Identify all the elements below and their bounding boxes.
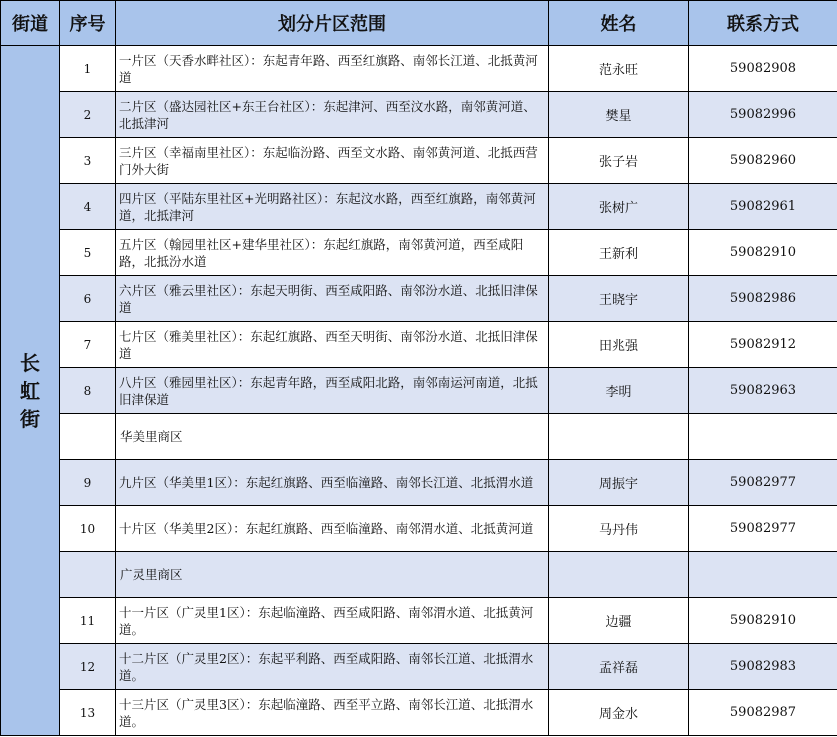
seq-cell: 3 [60, 138, 116, 184]
seq-cell: 9 [60, 460, 116, 506]
name-cell: 周振宇 [549, 460, 689, 506]
scope-cell: 广灵里商区 [116, 552, 549, 598]
phone-cell: 59082983 [689, 644, 837, 690]
scope-cell: 十二片区（广灵里2区）：东起平利路、西至咸阳路、南邻长江道、北抵渭水道。 [116, 644, 549, 690]
phone-cell: 59082910 [689, 598, 837, 644]
scope-cell: 二片区（盛达园社区+东王台社区）：东起津河、西至汶水路，南邻黄河道、北抵津河 [116, 92, 549, 138]
scope-cell: 华美里商区 [116, 414, 549, 460]
seq-cell: 4 [60, 184, 116, 230]
name-cell: 张树广 [549, 184, 689, 230]
name-cell: 李明 [549, 368, 689, 414]
seq-cell: 2 [60, 92, 116, 138]
name-cell: 张子岩 [549, 138, 689, 184]
seq-cell: 5 [60, 230, 116, 276]
scope-cell: 七片区（雅美里社区）：东起红旗路、西至天明街、南邻汾水道、北抵旧津保道 [116, 322, 549, 368]
table-row [1, 598, 837, 644]
table-row [1, 368, 837, 414]
street-name-char: 街 [20, 406, 40, 431]
scope-cell: 九片区（华美里1区）：东起红旗路、西至临潼路、南邻长江道、北抵渭水道 [116, 460, 549, 506]
phone-cell: 59082963 [689, 368, 837, 414]
name-cell: 边疆 [549, 598, 689, 644]
table-row [1, 276, 837, 322]
phone-cell: 59082996 [689, 92, 837, 138]
seq-cell [60, 414, 116, 460]
phone-cell [689, 552, 837, 598]
header-seq: 序号 [60, 1, 116, 46]
table-row [1, 414, 837, 460]
table-row [1, 230, 837, 276]
name-cell: 孟祥磊 [549, 644, 689, 690]
seq-cell: 1 [60, 46, 116, 92]
header-street: 街道 [1, 1, 60, 46]
name-cell: 王新利 [549, 230, 689, 276]
table-row [1, 552, 837, 598]
name-cell [549, 414, 689, 460]
table-row [1, 506, 837, 552]
seq-cell: 13 [60, 690, 116, 736]
table-row [1, 92, 837, 138]
street-name-char: 虹 [20, 378, 40, 403]
name-cell [549, 552, 689, 598]
name-cell: 范永旺 [549, 46, 689, 92]
header-row [1, 1, 837, 46]
table-row [1, 690, 837, 736]
header-contact: 联系方式 [689, 1, 837, 46]
scope-cell: 五片区（翰园里社区+建华里社区）：东起红旗路，南邻黄河道，西至咸阳路，北抵汾水道 [116, 230, 549, 276]
name-cell: 田兆强 [549, 322, 689, 368]
phone-cell: 59082977 [689, 460, 837, 506]
seq-cell: 11 [60, 598, 116, 644]
phone-cell: 59082910 [689, 230, 837, 276]
seq-cell: 6 [60, 276, 116, 322]
street-name-cell [1, 46, 60, 736]
scope-cell: 六片区（雅云里社区）：东起天明街、西至咸阳路、南邻汾水道、北抵旧津保道 [116, 276, 549, 322]
seq-cell: 10 [60, 506, 116, 552]
seq-cell: 12 [60, 644, 116, 690]
phone-cell: 59082986 [689, 276, 837, 322]
phone-cell: 59082912 [689, 322, 837, 368]
scope-cell: 一片区（天香水畔社区）：东起青年路、西至红旗路、南邻长江道、北抵黄河道 [116, 46, 549, 92]
seq-cell: 8 [60, 368, 116, 414]
table-row [1, 46, 837, 92]
scope-cell: 十一片区（广灵里1区）：东起临潼路、西至咸阳路、南邻渭水道、北抵黄河道。 [116, 598, 549, 644]
phone-cell [689, 414, 837, 460]
scope-cell: 八片区（雅园里社区）：东起青年路，西至咸阳北路，南邻南运河南道，北抵旧津保道 [116, 368, 549, 414]
table-row [1, 138, 837, 184]
phone-cell: 59082960 [689, 138, 837, 184]
phone-cell: 59082977 [689, 506, 837, 552]
table-row [1, 184, 837, 230]
street-name-char: 长 [20, 350, 40, 375]
scope-cell: 十三片区（广灵里3区）：东起临潼路、西至平立路、南邻长江道、北抵渭水道。 [116, 690, 549, 736]
name-cell: 樊星 [549, 92, 689, 138]
phone-cell: 59082961 [689, 184, 837, 230]
name-cell: 周金水 [549, 690, 689, 736]
seq-cell: 7 [60, 322, 116, 368]
table-row [1, 460, 837, 506]
table-row [1, 644, 837, 690]
phone-cell: 59082908 [689, 46, 837, 92]
name-cell: 王晓宇 [549, 276, 689, 322]
header-scope: 划分片区范围 [116, 1, 549, 46]
scope-cell: 十片区（华美里2区）：东起红旗路、西至临潼路、南邻渭水道、北抵黄河道 [116, 506, 549, 552]
scope-cell: 三片区（幸福南里社区）：东起临汾路、西至文水路、南邻黄河道、北抵西营门外大街 [116, 138, 549, 184]
table-row [1, 322, 837, 368]
header-name: 姓名 [549, 1, 689, 46]
phone-cell: 59082987 [689, 690, 837, 736]
name-cell: 马丹伟 [549, 506, 689, 552]
scope-cell: 四片区（平陆东里社区+光明路社区）：东起汶水路，西至红旗路，南邻黄河道，北抵津河 [116, 184, 549, 230]
seq-cell [60, 552, 116, 598]
